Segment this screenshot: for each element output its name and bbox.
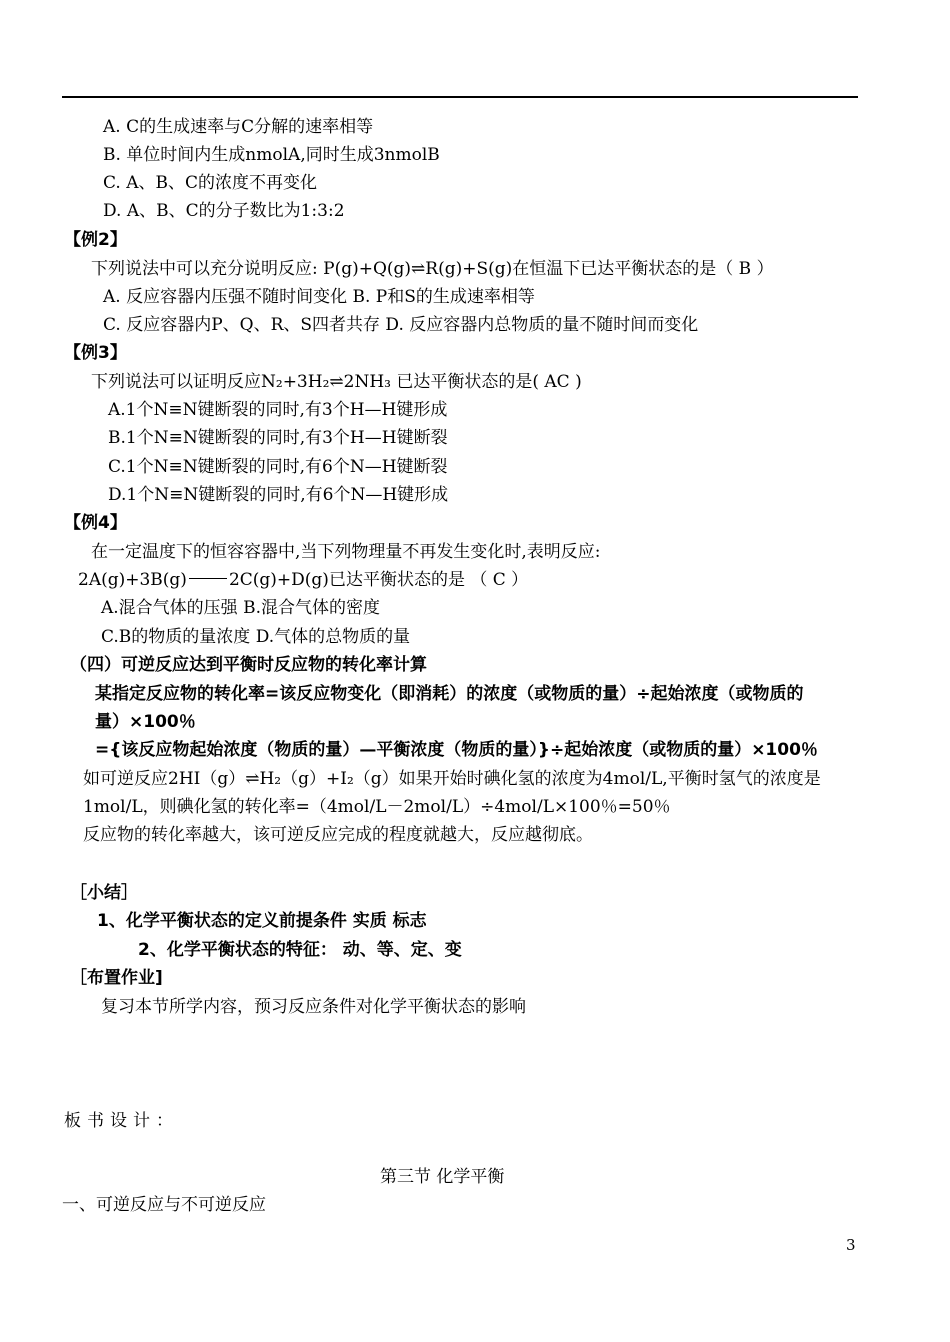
section4-note: 反应物的转化率越大，该可逆反应完成的程度就越大，反应越彻底。 — [83, 825, 593, 845]
ex2-question: 下列说法中可以充分说明反应: P(g)+Q(g)⇌R(g)+S(g)在恒温下已达平衡状态的是（ B ） — [91, 259, 774, 279]
ex4-equation-right: 2C(g)+D(g)已达平衡状态的是 （ C ） — [228, 570, 529, 590]
ex3-title: 【例3】 — [64, 343, 127, 363]
ex2-options-ab: A. 反应容器内压强不随时间变化 B. P和S的生成速率相等 — [103, 287, 535, 307]
summary-title: ［小结］ — [70, 883, 138, 903]
summary-item-2: 2、化学平衡状态的特征： 动、等、定、变 — [138, 940, 462, 960]
ex4-equation-left: 2A(g)+3B(g) — [78, 570, 187, 590]
section4-example-line2: 1mol/L，则碘化氢的转化率=（4mol/L－2mol/L）÷4mol/L×100％=50％ — [83, 797, 671, 817]
ex4-equation — [78, 569, 528, 591]
summary-item-1: 1、化学平衡状态的定义前提条件 实质 标志 — [97, 911, 427, 931]
header-rule — [62, 96, 858, 98]
ex1-option-a: A. C的生成速率与C分解的速率相等 — [103, 117, 374, 137]
section4-definition-line1: 某指定反应物的转化率=该反应物变化（即消耗）的浓度（或物质的量）÷起始浓度（或物质的 — [95, 684, 804, 704]
board-design-label: 板书设计： — [64, 1111, 179, 1131]
section-title: 第三节 化学平衡 — [380, 1167, 505, 1187]
ex1-option-c: C. A、B、C的浓度不再变化 — [103, 173, 317, 193]
section4-title: （四）可逆反应达到平衡时反应物的转化率计算 — [70, 655, 427, 675]
ex3-question: 下列说法可以证明反应N₂+3H₂⇌2NH₃ 已达平衡状态的是( AC ) — [91, 372, 582, 392]
ex4-options-cd: C.B的物质的量浓度 D.气体的总物质的量 — [101, 627, 411, 647]
section4-example-line1: 如可逆反应2HI（g）⇌H₂（g）+I₂（g）如果开始时碘化氢的浓度为4mol/L,平衡时氢气的浓度是 — [83, 769, 821, 789]
ex1-option-d: D. A、B、C的分子数比为1:3:2 — [103, 201, 345, 221]
ex4-title: 【例4】 — [64, 513, 127, 533]
ex3-option-d: D.1个N≡N键断裂的同时,有6个N—H键形成 — [108, 485, 449, 505]
ex3-option-b: B.1个N≡N键断裂的同时,有3个H—H键断裂 — [108, 428, 448, 448]
ex4-question: 在一定温度下的恒容容器中,当下列物理量不再发生变化时,表明反应: — [91, 542, 601, 562]
homework-title: ［布置作业] — [70, 968, 163, 988]
page-number: 3 — [846, 1236, 856, 1254]
part-1-heading: 一、可逆反应与不可逆反应 — [62, 1195, 266, 1215]
equilibrium-arrow-icon — [189, 578, 227, 579]
section4-definition-line3: ={该反应物起始浓度（物质的量）—平衡浓度（物质的量）}÷起始浓度（或物质的量）×100％ — [95, 740, 818, 760]
ex4-options-ab: A.混合气体的压强 B.混合气体的密度 — [101, 598, 380, 618]
homework-text: 复习本节所学内容，预习反应条件对化学平衡状态的影响 — [101, 997, 526, 1017]
ex2-title: 【例2】 — [64, 230, 127, 250]
ex1-option-b: B. 单位时间内生成nmolA,同时生成3nmolB — [103, 145, 440, 165]
ex3-option-a: A.1个N≡N键断裂的同时,有3个H—H键形成 — [108, 400, 448, 420]
ex3-option-c: C.1个N≡N键断裂的同时,有6个N—H键断裂 — [108, 457, 448, 477]
section4-definition-line2: 量）×100％ — [95, 712, 196, 732]
ex2-options-cd: C. 反应容器内P、Q、R、S四者共存 D. 反应容器内总物质的量不随时间而变化 — [103, 315, 699, 335]
